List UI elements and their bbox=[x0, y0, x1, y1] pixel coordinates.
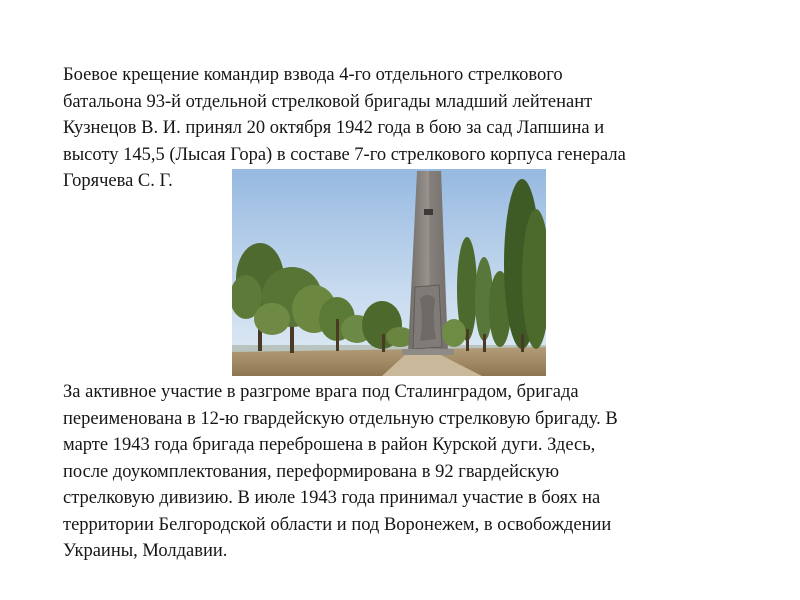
memorial-obelisk-photo bbox=[232, 169, 546, 376]
text-line: Украины, Молдавии. bbox=[63, 541, 228, 561]
obelisk-plaque bbox=[424, 209, 433, 215]
text-line: после доукомплектования, переформирована в 92 гвардейскую bbox=[63, 461, 560, 482]
text-line: Боевое крещение командир взвода 4-го отдельного стрелкового bbox=[63, 65, 563, 85]
text-line: Кузнецов В. И. принял 20 октября 1942 года в бою за сад Лапшина и bbox=[63, 118, 605, 138]
text-line: марте 1943 года бригада переброшена в район Курской дуги. Здесь, bbox=[63, 435, 596, 455]
photo-illustration bbox=[232, 169, 546, 376]
text-line: высоту 145,5 (Лысая Гора) в составе 7-го стрелкового корпуса генерала bbox=[63, 144, 626, 165]
text-line: За активное участие в разгроме врага под Сталинградом, бригада bbox=[63, 382, 579, 402]
text-line: территории Белгородской области и под Воронежем, в освобождении bbox=[63, 514, 612, 535]
text-line: батальона 93-й отдельной стрелковой бригады младший лейтенант bbox=[63, 91, 593, 112]
text-line: стрелковую дивизию. В июле 1943 года принимал участие в боях на bbox=[63, 488, 601, 508]
text-line: переименована в 12-ю гвардейскую отдельную стрелковую бригаду. В bbox=[63, 408, 618, 429]
text-line: Горячева С. Г. bbox=[63, 171, 173, 191]
paragraph-brigade-history bbox=[63, 379, 763, 565]
